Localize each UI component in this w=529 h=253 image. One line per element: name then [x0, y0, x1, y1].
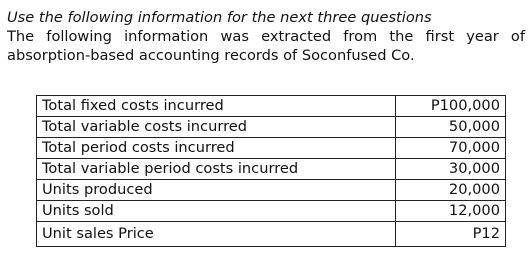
row-label: Total period costs incurred	[37, 138, 396, 159]
row-label: Units produced	[37, 180, 396, 201]
row-value: P12	[396, 222, 506, 247]
row-value: 70,000	[396, 138, 506, 159]
table-row	[37, 159, 506, 180]
row-label: Units sold	[37, 201, 396, 222]
row-value: 20,000	[396, 180, 506, 201]
table-row	[37, 180, 506, 201]
intro-block	[7, 8, 525, 65]
table-row	[37, 117, 506, 138]
table-row	[37, 201, 506, 222]
row-value: P100,000	[396, 96, 506, 117]
instruction-heading: Use the following information for the next three questions	[7, 9, 432, 26]
table-row	[37, 138, 506, 159]
row-label: Unit sales Price	[37, 222, 396, 247]
row-label: Total fixed costs incurred	[37, 96, 396, 117]
row-label: Total variable costs incurred	[37, 117, 396, 138]
row-value: 30,000	[396, 159, 506, 180]
row-value: 12,000	[396, 201, 506, 222]
row-value: 50,000	[396, 117, 506, 138]
table-row	[37, 222, 506, 247]
row-label: Total variable period costs incurred	[37, 159, 396, 180]
intro-paragraph: The following information was extracted from the first year of absorption-based accounting records of Soconfused Co.	[7, 28, 525, 64]
table-row	[37, 96, 506, 117]
cost-information-table	[36, 95, 506, 247]
